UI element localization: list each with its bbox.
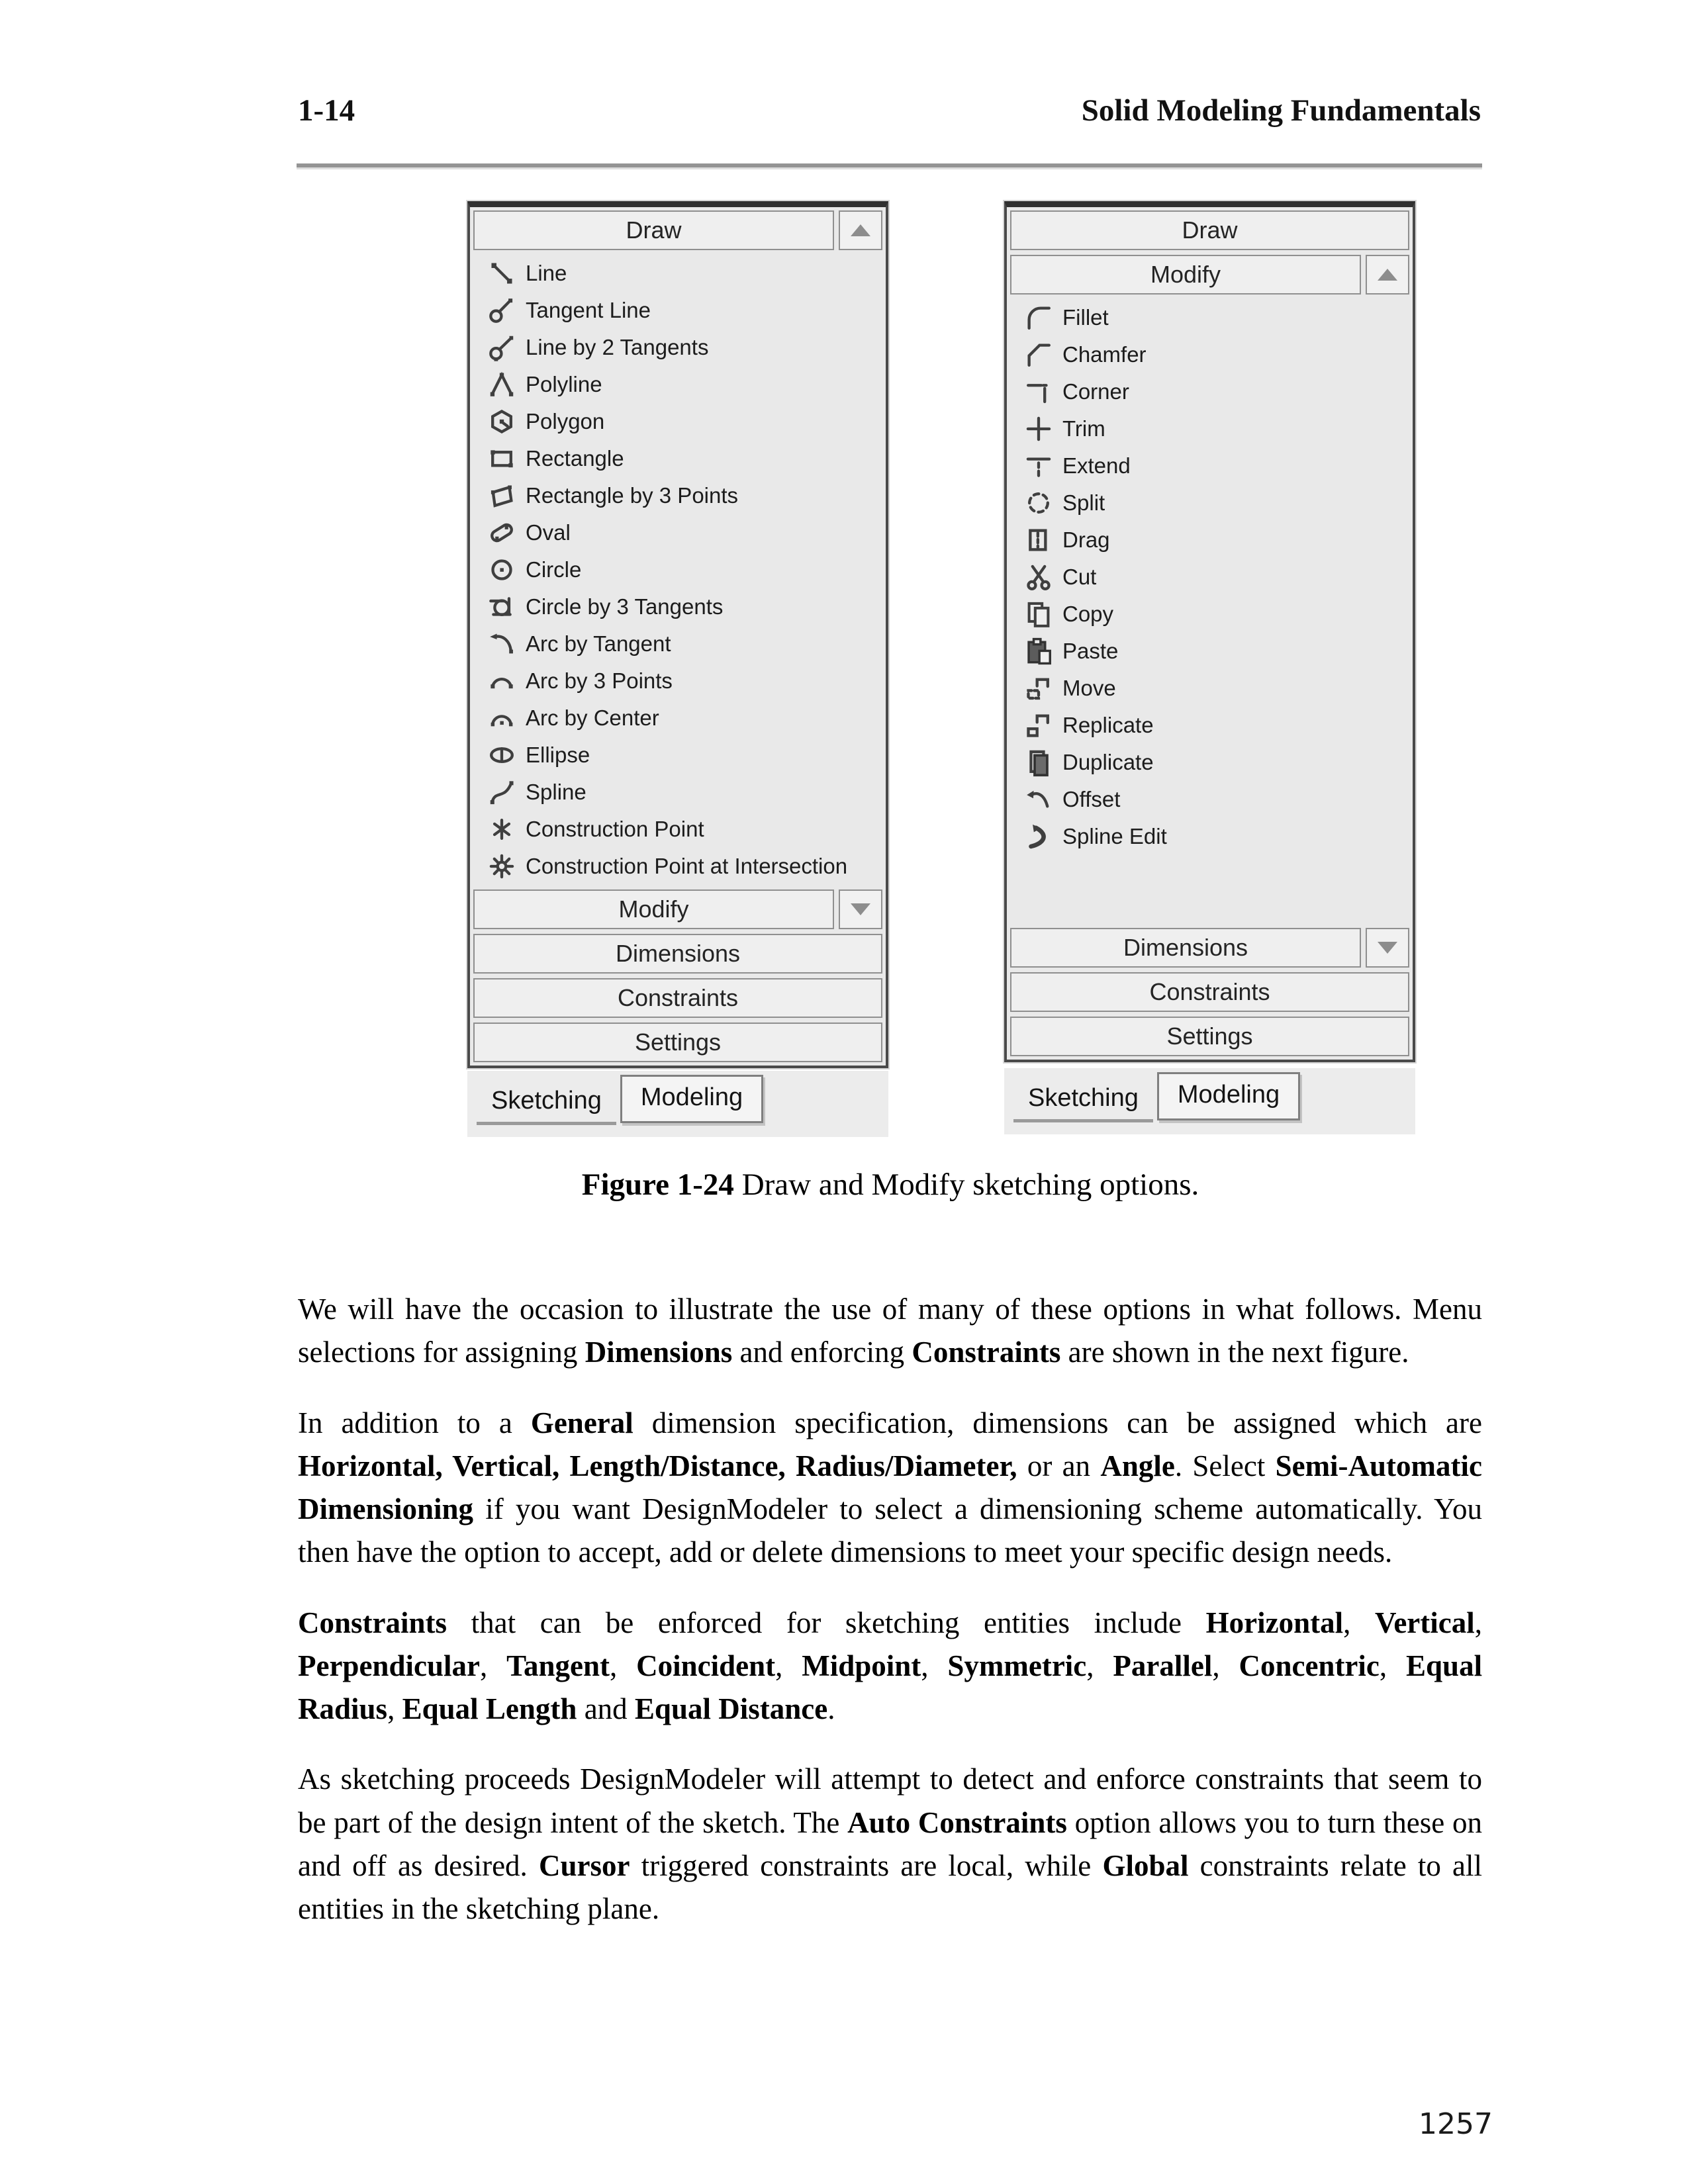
ellipse-icon bbox=[487, 740, 517, 770]
toolbox-item-arc-by-tangent[interactable] bbox=[473, 625, 882, 662]
modify-header-row bbox=[473, 889, 882, 929]
toolbox-item-tangent-line[interactable] bbox=[473, 292, 882, 329]
toolbox-item-label: Tangent Line bbox=[526, 298, 651, 322]
toolbox-item-label: Polyline bbox=[526, 372, 602, 396]
toolbox-tabstrip bbox=[1004, 1068, 1415, 1134]
modify-section-bar[interactable]: Modify bbox=[473, 889, 834, 929]
toolbox-item-label: Oval bbox=[526, 520, 571, 545]
toolbox-tabstrip bbox=[467, 1071, 888, 1137]
toolbox-item-label: Spline Edit bbox=[1062, 824, 1167, 848]
toolbox-item-label: Arc by Center bbox=[526, 705, 659, 730]
toolbox-item-label: Cut bbox=[1062, 565, 1097, 589]
toolbox-item-construction-point-at-intersection[interactable] bbox=[473, 848, 882, 885]
toolbox-item-circle-by-3-tangents[interactable] bbox=[473, 588, 882, 625]
tab-modeling[interactable]: Modeling bbox=[620, 1075, 763, 1123]
toolbox-item-paste[interactable] bbox=[1010, 633, 1409, 670]
draw-item-list bbox=[473, 255, 882, 885]
paragraph: In addition to a General dimension specification, dimensions can be assigned which are Horizontal, Vertical, Length/Distance, Radius/Diameter, or an Angle. Select Semi-Automatic Dimensioning if you want DesignModeler to select a dimensioning scheme automatically. You then have the option to accept, add or delete dimensions to meet your specific design needs. bbox=[298, 1406, 1482, 1569]
toolbox-item-circle[interactable] bbox=[473, 551, 882, 588]
dimensions-header-row bbox=[1010, 928, 1409, 968]
duplicate-icon bbox=[1023, 747, 1054, 778]
toolbox-item-label: Corner bbox=[1062, 379, 1129, 404]
toolbox-item-label: Construction Point bbox=[526, 817, 704, 841]
toolbox-item-line[interactable] bbox=[473, 255, 882, 292]
toolbox-item-label: Move bbox=[1062, 676, 1116, 700]
toolbox-item-label: Spline bbox=[526, 780, 586, 804]
toolbox-item-copy[interactable] bbox=[1010, 596, 1409, 633]
fillet-icon bbox=[1023, 302, 1054, 333]
replicate-icon bbox=[1023, 710, 1054, 741]
construction-point-at-intersection-icon bbox=[487, 851, 517, 882]
toolbox-item-split[interactable] bbox=[1010, 484, 1409, 522]
page-header-number: 1-14 bbox=[298, 93, 355, 128]
header-rule bbox=[297, 163, 1482, 167]
toolbox-item-label: Arc by Tangent bbox=[526, 631, 671, 656]
arc-by-tangent-icon bbox=[487, 629, 517, 659]
toolbox-item-label: Ellipse bbox=[526, 743, 590, 767]
draw-section-bar[interactable]: Draw bbox=[473, 210, 834, 250]
up-arrow-icon bbox=[851, 224, 870, 236]
corner-icon bbox=[1023, 377, 1054, 407]
toolbox-item-move[interactable] bbox=[1010, 670, 1409, 707]
constraints-section-bar[interactable]: Constraints bbox=[473, 978, 882, 1018]
modify-section-bar[interactable]: Modify bbox=[1010, 255, 1361, 295]
toolbox-item-ellipse[interactable] bbox=[473, 737, 882, 774]
copy-icon bbox=[1023, 599, 1054, 629]
scroll-down-button[interactable] bbox=[1366, 928, 1409, 968]
toolbox-item-polyline[interactable] bbox=[473, 366, 882, 403]
rectangle-icon bbox=[487, 443, 517, 474]
circle-by-3-tangents-icon bbox=[487, 592, 517, 622]
body-paragraphs bbox=[298, 1288, 1482, 1958]
toolbox-item-label: Arc by 3 Points bbox=[526, 668, 673, 693]
toolbox-item-label: Copy bbox=[1062, 602, 1114, 626]
toolbox-item-trim[interactable] bbox=[1010, 410, 1409, 447]
toolbox-item-label: Trim bbox=[1062, 416, 1105, 441]
scroll-down-button[interactable] bbox=[839, 889, 882, 929]
toolbox-item-label: Fillet bbox=[1062, 305, 1109, 330]
toolbox-item-chamfer[interactable] bbox=[1010, 336, 1409, 373]
paste-icon bbox=[1023, 636, 1054, 666]
toolbox-item-duplicate[interactable] bbox=[1010, 744, 1409, 781]
rectangle-by-3-points-icon bbox=[487, 480, 517, 511]
extend-icon bbox=[1023, 451, 1054, 481]
toolbox-item-label: Line by 2 Tangents bbox=[526, 335, 709, 359]
scroll-up-button[interactable] bbox=[839, 210, 882, 250]
toolbox-item-rectangle[interactable] bbox=[473, 440, 882, 477]
dimensions-section-bar[interactable]: Dimensions bbox=[473, 934, 882, 974]
toolbox-item-spline-edit[interactable] bbox=[1010, 818, 1409, 855]
toolbox-item-label: Rectangle by 3 Points bbox=[526, 483, 739, 508]
settings-section-bar[interactable]: Settings bbox=[473, 1023, 882, 1062]
spline-edit-icon bbox=[1023, 821, 1054, 852]
toolbox-item-label: Offset bbox=[1062, 787, 1121, 811]
toolbox-item-extend[interactable] bbox=[1010, 447, 1409, 484]
up-arrow-icon bbox=[1378, 269, 1397, 281]
page-number: 1257 bbox=[1419, 2107, 1493, 2141]
toolbox-item-label: Circle by 3 Tangents bbox=[526, 594, 724, 619]
toolbox-item-label: Replicate bbox=[1062, 713, 1154, 737]
tangent-line-icon bbox=[487, 295, 517, 326]
split-icon bbox=[1023, 488, 1054, 518]
toolbox-item-offset[interactable] bbox=[1010, 781, 1409, 818]
toolbox-item-corner[interactable] bbox=[1010, 373, 1409, 410]
toolbox-item-oval[interactable] bbox=[473, 514, 882, 551]
circle-icon bbox=[487, 555, 517, 585]
scroll-up-button[interactable] bbox=[1366, 255, 1409, 295]
figure-caption-text: Draw and Modify sketching options. bbox=[733, 1167, 1199, 1202]
polyline-icon bbox=[487, 369, 517, 400]
toolbox-item-arc-by-3-points[interactable] bbox=[473, 662, 882, 700]
line-icon bbox=[487, 258, 517, 289]
down-arrow-icon bbox=[851, 903, 870, 915]
toolbox-item-label: Construction Point at Intersection bbox=[526, 854, 848, 878]
modify-toolbox-panel bbox=[1004, 201, 1415, 1062]
settings-section-bar[interactable]: Settings bbox=[1010, 1017, 1409, 1056]
toolbox-item-label: Polygon bbox=[526, 409, 605, 433]
toolbox-item-line-by-2-tangents[interactable] bbox=[473, 329, 882, 366]
oval-icon bbox=[487, 518, 517, 548]
toolbox-item-label: Circle bbox=[526, 557, 582, 582]
tab-modeling[interactable]: Modeling bbox=[1157, 1072, 1300, 1120]
page-header-title: Solid Modeling Fundamentals bbox=[1081, 93, 1481, 128]
spline-icon bbox=[487, 777, 517, 807]
paragraph: Constraints that can be enforced for sketching entities include Horizontal, Vertical, Perpendicular, Tangent, Coincident, Midpoint, Symmetric, Parallel, Concentric, Equal Radius, Equal Length and Equal Distance. bbox=[298, 1606, 1483, 1725]
construction-point-icon bbox=[487, 814, 517, 844]
figure-caption-label: Figure 1-24 bbox=[581, 1167, 734, 1202]
toolbox-item-label: Rectangle bbox=[526, 446, 624, 471]
toolbox-item-label: Duplicate bbox=[1062, 750, 1154, 774]
toolbox-item-drag[interactable] bbox=[1010, 522, 1409, 559]
draw-header-row bbox=[473, 210, 882, 250]
toolbox-item-label: Paste bbox=[1062, 639, 1119, 663]
toolbox-item-label: Extend bbox=[1062, 453, 1131, 478]
toolbox-item-fillet[interactable] bbox=[1010, 299, 1409, 336]
figure-caption bbox=[298, 1167, 1483, 1203]
paragraph: We will have the occasion to illustrate the use of many of these options in what follows. Menu selections for assigning Dimensions and enforcing Constraints are shown in the next figure. bbox=[298, 1293, 1482, 1369]
drag-icon bbox=[1023, 525, 1054, 555]
dimensions-section-bar[interactable]: Dimensions bbox=[1010, 928, 1361, 968]
arc-by-center-icon bbox=[487, 703, 517, 733]
paragraph: As sketching proceeds DesignModeler will attempt to detect and enforce constraints that seem to be part of the design intent of the sketch. The Auto Constraints option allows you to turn these on and off as desired. Cursor triggered constraints are local, while Global constraints relate to all entities in the sketching plane. bbox=[298, 1762, 1482, 1925]
toolbox-item-cut[interactable] bbox=[1010, 559, 1409, 596]
toolbox-item-spline[interactable] bbox=[473, 774, 882, 811]
cut-icon bbox=[1023, 562, 1054, 592]
move-icon bbox=[1023, 673, 1054, 704]
tab-sketching[interactable]: Sketching bbox=[1013, 1079, 1153, 1122]
trim-icon bbox=[1023, 414, 1054, 444]
modify-header-row bbox=[1010, 255, 1409, 295]
line-by-2-tangents-icon bbox=[487, 332, 517, 363]
down-arrow-icon bbox=[1378, 942, 1397, 954]
toolbox-item-polygon[interactable] bbox=[473, 403, 882, 440]
arc-by-3-points-icon bbox=[487, 666, 517, 696]
panel-empty-space bbox=[1010, 860, 1409, 923]
draw-section-bar-collapsed[interactable]: Draw bbox=[1010, 210, 1409, 250]
toolbox-item-replicate[interactable] bbox=[1010, 707, 1409, 744]
polygon-icon bbox=[487, 406, 517, 437]
toolbox-item-label: Line bbox=[526, 261, 567, 285]
modify-item-list bbox=[1010, 299, 1409, 855]
toolbox-item-label: Chamfer bbox=[1062, 342, 1147, 367]
toolbox-item-arc-by-center[interactable] bbox=[473, 700, 882, 737]
toolbox-item-label: Drag bbox=[1062, 527, 1110, 552]
tab-sketching[interactable]: Sketching bbox=[477, 1081, 616, 1125]
toolbox-item-construction-point[interactable] bbox=[473, 811, 882, 848]
offset-icon bbox=[1023, 784, 1054, 815]
constraints-section-bar[interactable]: Constraints bbox=[1010, 972, 1409, 1012]
toolbox-item-rectangle-by-3-points[interactable] bbox=[473, 477, 882, 514]
chamfer-icon bbox=[1023, 340, 1054, 370]
toolbox-item-label: Split bbox=[1062, 490, 1105, 515]
draw-toolbox-panel bbox=[467, 201, 888, 1068]
